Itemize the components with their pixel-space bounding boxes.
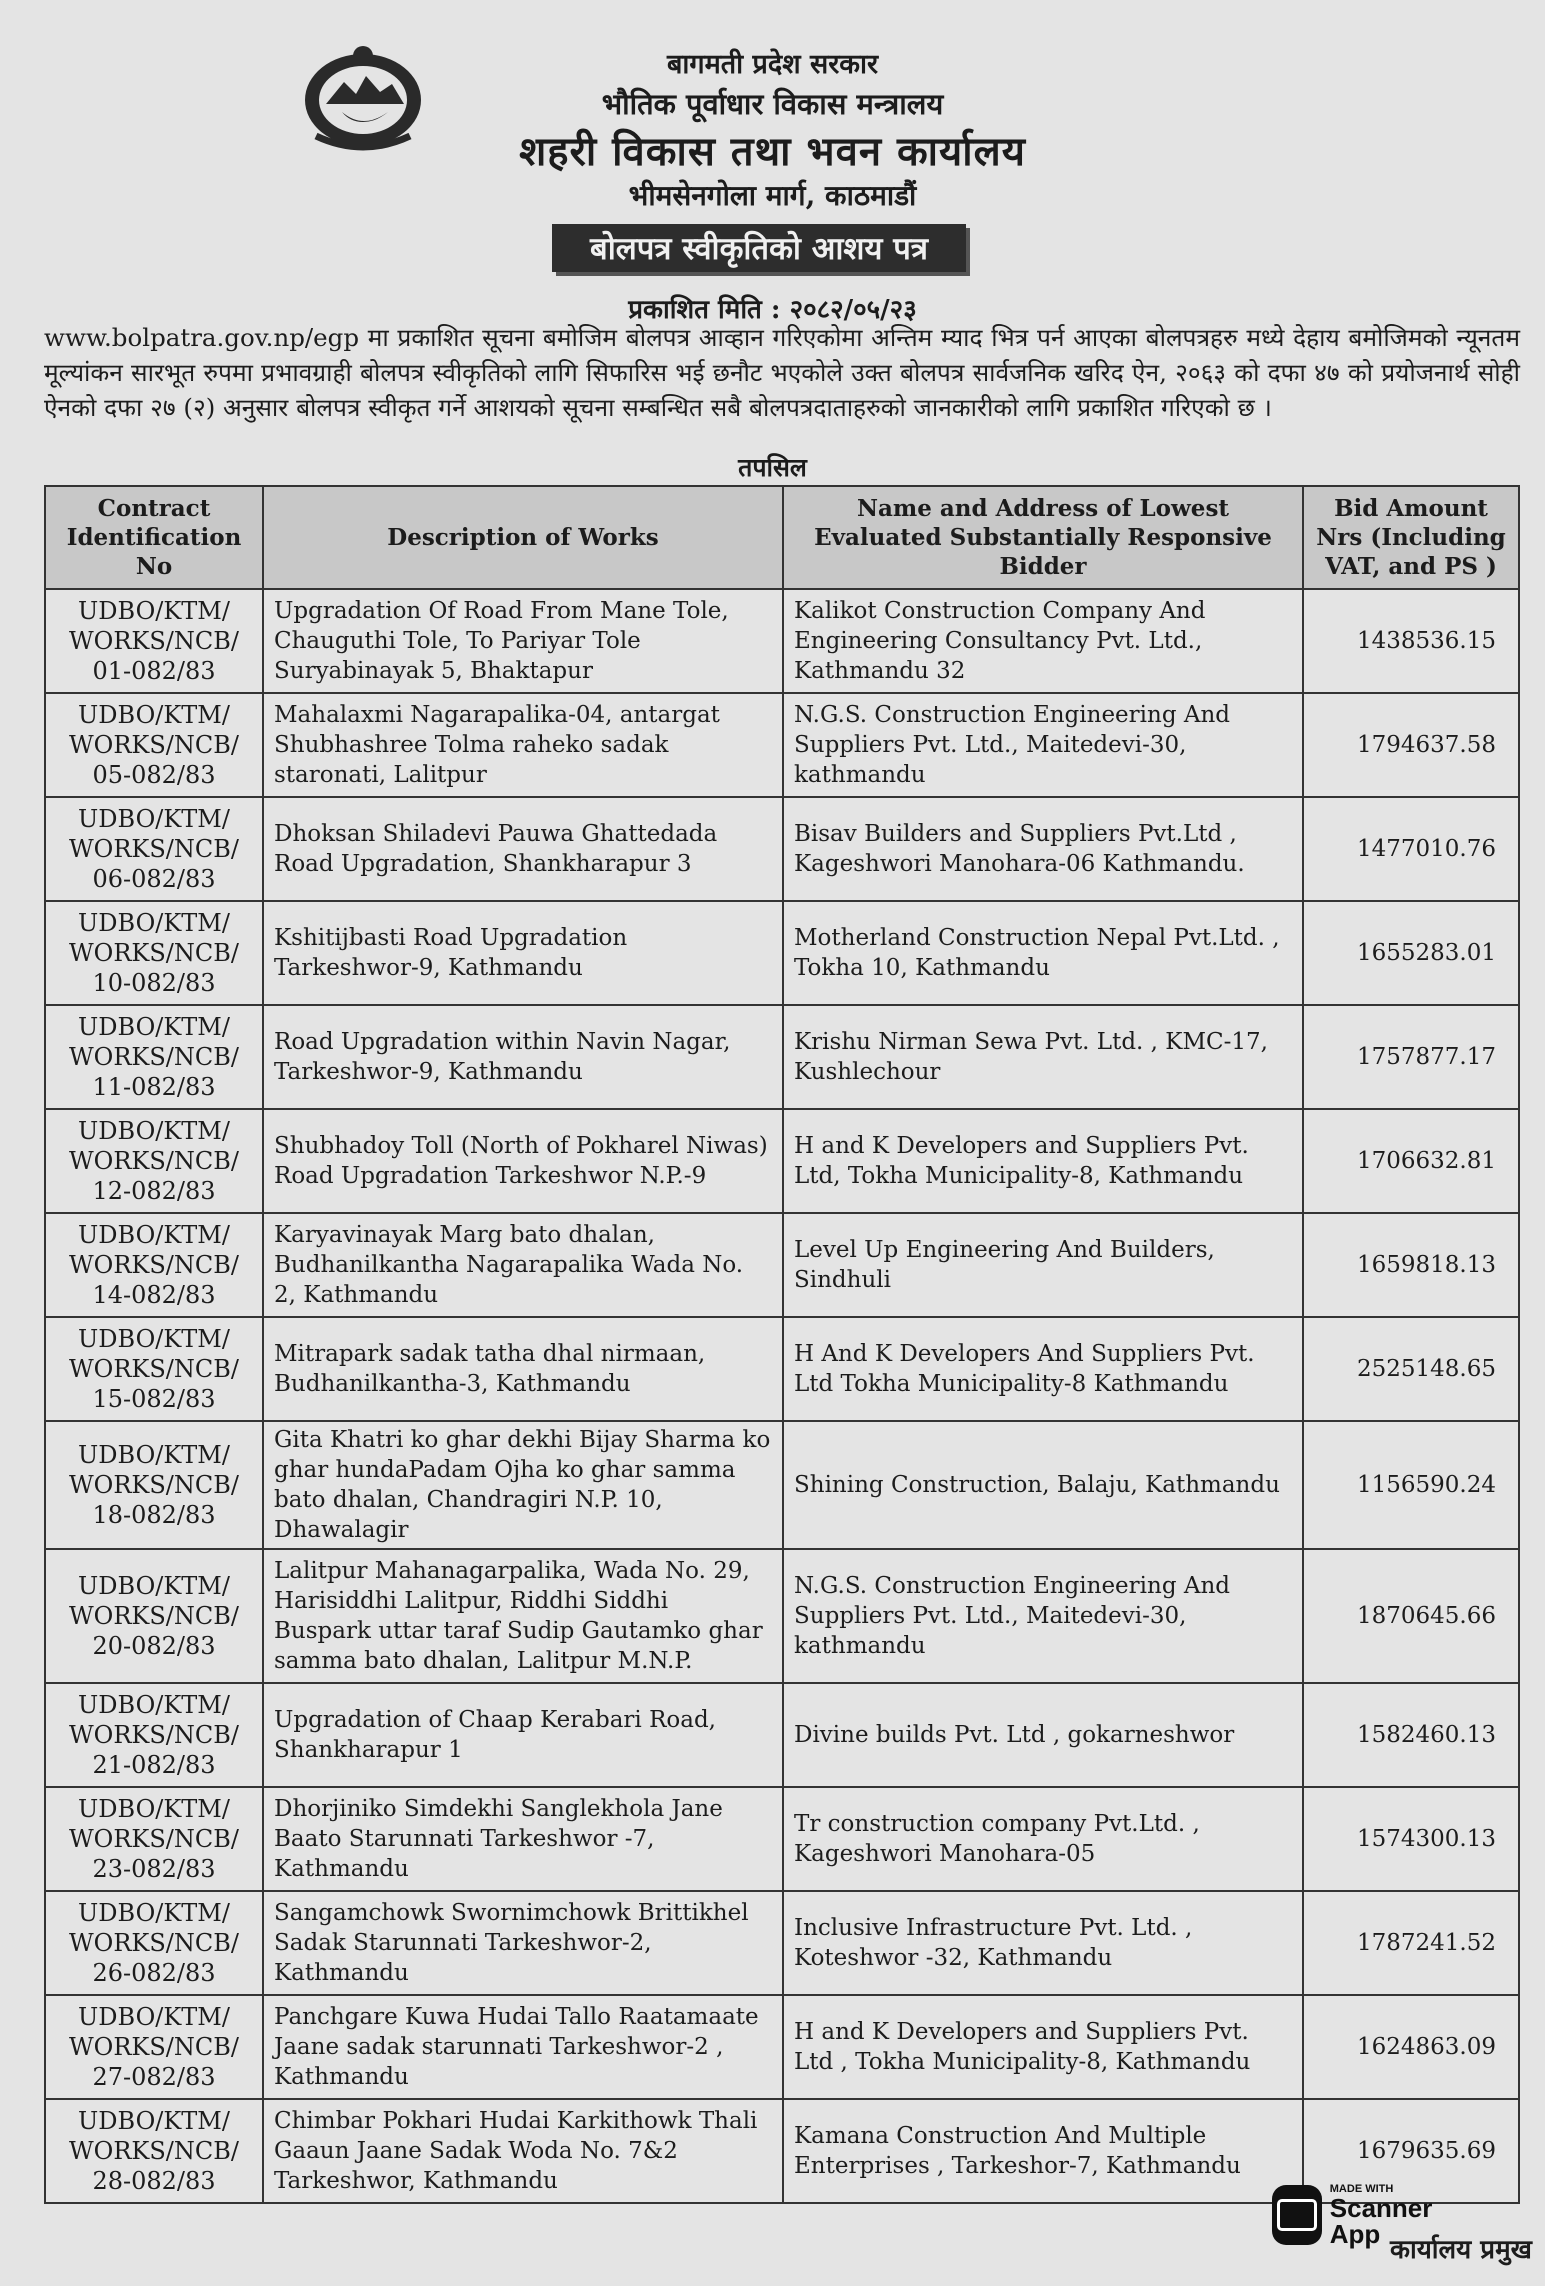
- work-description: Dhoksan Shiladevi Pauwa Ghattedada Road Upgradation, Shankharapur 3: [263, 797, 783, 901]
- bidder-name: Divine builds Pvt. Ltd , gokarneshwor: [783, 1683, 1303, 1787]
- table-row: [45, 1683, 1519, 1787]
- contract-id: UDBO/KTM/ WORKS/NCB/ 27-082/83: [45, 1995, 263, 2099]
- work-description: Gita Khatri ko ghar dekhi Bijay Sharma ko ghar hundaPadam Ojha ko ghar samma bato dhalan, Chandragiri N.P. 10, Dhawalagir: [263, 1421, 783, 1549]
- work-description: Road Upgradation within Navin Nagar, Tarkeshwor-9, Kathmandu: [263, 1005, 783, 1109]
- bid-amount: 1624863.09: [1303, 1995, 1519, 2099]
- bidder-name: Inclusive Infrastructure Pvt. Ltd. , Koteshwor -32, Kathmandu: [783, 1891, 1303, 1995]
- bidder-name: Kamana Construction And Multiple Enterprises , Tarkeshor-7, Kathmandu: [783, 2099, 1303, 2203]
- bid-amount: 1659818.13: [1303, 1213, 1519, 1317]
- work-description: Mahalaxmi Nagarapalika-04, antargat Shubhashree Tolma raheko sadak staronati, Lalitpur: [263, 693, 783, 797]
- contract-id: UDBO/KTM/ WORKS/NCB/ 20-082/83: [45, 1549, 263, 1683]
- table-row: [45, 901, 1519, 1005]
- table-header-row: [45, 486, 1519, 589]
- watermark-line1: MADE WITH: [1329, 2182, 1394, 2195]
- work-description: Panchgare Kuwa Hudai Tallo Raatamaate Jaane sadak starunnati Tarkeshwor-2 , Kathmandu: [263, 1995, 783, 2099]
- work-description: Sangamchowk Swornimchowk Brittikhel Sadak Starunnati Tarkeshwor-2, Kathmandu: [263, 1891, 783, 1995]
- bidder-name: H and K Developers and Suppliers Pvt. Ltd , Tokha Municipality-8, Kathmandu: [783, 1995, 1303, 2099]
- schedule-heading: तपसिल: [738, 453, 807, 482]
- table-row: [45, 1421, 1519, 1549]
- watermark-line2: Scanner App: [1329, 2192, 1433, 2249]
- bid-amount: 1787241.52: [1303, 1891, 1519, 1995]
- bid-table: [44, 485, 1520, 2204]
- intro-paragraph: www.bolpatra.gov.np/egp मा प्रकाशित सूचना बमोजिम बोलपत्र आव्हान गरिएकोमा अन्तिम म्याद भित्र पर्न आएका बोलपत्रहरु मध्ये देहाय बमोजिमको न्यूनतम मूल्यांकन सारभूत रुपमा प्रभावग्राही बोलपत्र स्वीकृतिको लागि सिफारिस भई छनौट भएकोले उक्त बोलपत्र सार्वजनिक खरिद ऐन, २०६३ को दफा ४७ को प्रयोजनार्थ सोही ऐनको दफा २७ (२) अनुसार बोलपत्र स्वीकृत गर्ने आशयको सूचना सम्बन्धित सबै बोलपत्रदाताहरुको जानकारीको लागि प्रकाशित गरिएको छ ।: [44, 323, 1520, 422]
- header-bidder: Name and Address of Lowest Evaluated Substantially Responsive Bidder: [783, 486, 1303, 589]
- table-row: [45, 589, 1519, 693]
- contract-id: UDBO/KTM/ WORKS/NCB/ 10-082/83: [45, 901, 263, 1005]
- table-row: [45, 1891, 1519, 1995]
- bidder-name: H And K Developers And Suppliers Pvt. Ltd Tokha Municipality-8 Kathmandu: [783, 1317, 1303, 1421]
- signatory-title: कार्यालय प्रमुख: [1390, 2235, 1532, 2265]
- bid-amount: 1655283.01: [1303, 901, 1519, 1005]
- work-description: Upgradation Of Road From Mane Tole, Chauguthi Tole, To Pariyar Tole Suryabinayak 5, Bhaktapur: [263, 589, 783, 693]
- bidder-name: Krishu Nirman Sewa Pvt. Ltd. , KMC-17, Kushlechour: [783, 1005, 1303, 1109]
- bidder-name: Shining Construction, Balaju, Kathmandu: [783, 1421, 1303, 1549]
- scanner-app-icon: [1272, 2185, 1322, 2245]
- table-row: [45, 1549, 1519, 1683]
- published-date: प्रकाशित मिति : २०८२/०५/२३: [628, 295, 917, 325]
- ministry-title: भौतिक पूर्वाधार विकास मन्त्रालय: [601, 87, 944, 121]
- notice-banner: बोलपत्र स्वीकृतिको आशय पत्र: [552, 224, 966, 272]
- bidder-name: Level Up Engineering And Builders, Sindhuli: [783, 1213, 1303, 1317]
- bidder-name: H and K Developers and Suppliers Pvt. Ltd, Tokha Municipality-8, Kathmandu: [783, 1109, 1303, 1213]
- table-row: [45, 1317, 1519, 1421]
- bid-amount: 2525148.65: [1303, 1317, 1519, 1421]
- contract-id: UDBO/KTM/ WORKS/NCB/ 01-082/83: [45, 589, 263, 693]
- header-bid-amount: Bid Amount Nrs (Including VAT, and PS ): [1303, 486, 1519, 589]
- table-row: [45, 1213, 1519, 1317]
- table-row: [45, 1995, 1519, 2099]
- bid-amount: 1706632.81: [1303, 1109, 1519, 1213]
- contract-id: UDBO/KTM/ WORKS/NCB/ 06-082/83: [45, 797, 263, 901]
- bidder-name: N.G.S. Construction Engineering And Suppliers Pvt. Ltd., Maitedevi-30, kathmandu: [783, 693, 1303, 797]
- contract-id: UDBO/KTM/ WORKS/NCB/ 12-082/83: [45, 1109, 263, 1213]
- contract-id: UDBO/KTM/ WORKS/NCB/ 21-082/83: [45, 1683, 263, 1787]
- work-description: Upgradation of Chaap Kerabari Road, Shankharapur 1: [263, 1683, 783, 1787]
- work-description: Lalitpur Mahanagarpalika, Wada No. 29, Harisiddhi Lalitpur, Riddhi Siddhi Buspark uttar taraf Sudip Gautamko ghar samma bato dhalan, Lalitpur M.N.P.: [263, 1549, 783, 1683]
- bid-amount: 1679635.69: [1303, 2099, 1519, 2203]
- bid-amount: 1438536.15: [1303, 589, 1519, 693]
- bid-amount: 1156590.24: [1303, 1421, 1519, 1549]
- work-description: Dhorjiniko Simdekhi Sanglekhola Jane Baato Starunnati Tarkeshwor -7, Kathmandu: [263, 1787, 783, 1891]
- contract-id: UDBO/KTM/ WORKS/NCB/ 14-082/83: [45, 1213, 263, 1317]
- work-description: Mitrapark sadak tatha dhal nirmaan, Budhanilkantha-3, Kathmandu: [263, 1317, 783, 1421]
- work-description: Shubhadoy Toll (North of Pokharel Niwas) Road Upgradation Tarkeshwor N.P.-9: [263, 1109, 783, 1213]
- table-row: [45, 693, 1519, 797]
- bid-amount: 1477010.76: [1303, 797, 1519, 901]
- office-address: भीमसेनगोला मार्ग, काठमाडौं: [628, 179, 917, 212]
- contract-id: UDBO/KTM/ WORKS/NCB/ 05-082/83: [45, 693, 263, 797]
- table-row: [45, 1109, 1519, 1213]
- contract-id: UDBO/KTM/ WORKS/NCB/ 15-082/83: [45, 1317, 263, 1421]
- bid-amount: 1574300.13: [1303, 1787, 1519, 1891]
- contract-id: UDBO/KTM/ WORKS/NCB/ 26-082/83: [45, 1891, 263, 1995]
- work-description: Kshitijbasti Road Upgradation Tarkeshwor-9, Kathmandu: [263, 901, 783, 1005]
- bidder-name: Motherland Construction Nepal Pvt.Ltd. , Tokha 10, Kathmandu: [783, 901, 1303, 1005]
- gov-title: बागमती प्रदेश सरकार: [666, 49, 879, 80]
- bid-amount: 1757877.17: [1303, 1005, 1519, 1109]
- table-row: [45, 1005, 1519, 1109]
- office-title: शहरी विकास तथा भवन कार्यालय: [519, 128, 1026, 175]
- contract-id: UDBO/KTM/ WORKS/NCB/ 28-082/83: [45, 2099, 263, 2203]
- header-contract-id: Contract Identification No: [45, 486, 263, 589]
- bid-amount: 1794637.58: [1303, 693, 1519, 797]
- bidder-name: Kalikot Construction Company And Engineering Consultancy Pvt. Ltd., Kathmandu 32: [783, 589, 1303, 693]
- bidder-name: Bisav Builders and Suppliers Pvt.Ltd , Kageshwori Manohara-06 Kathmandu.: [783, 797, 1303, 901]
- contract-id: UDBO/KTM/ WORKS/NCB/ 18-082/83: [45, 1421, 263, 1549]
- contract-id: UDBO/KTM/ WORKS/NCB/ 23-082/83: [45, 1787, 263, 1891]
- bidder-name: Tr construction company Pvt.Ltd. , Kageshwori Manohara-05: [783, 1787, 1303, 1891]
- work-description: Chimbar Pokhari Hudai Karkithowk Thali Gaaun Jaane Sadak Woda No. 7&2 Tarkeshwor, Kathmandu: [263, 2099, 783, 2203]
- table-row: [45, 1787, 1519, 1891]
- bidder-name: N.G.S. Construction Engineering And Suppliers Pvt. Ltd., Maitedevi-30, kathmandu: [783, 1549, 1303, 1683]
- bid-amount: 1582460.13: [1303, 1683, 1519, 1787]
- header-description: Description of Works: [263, 486, 783, 589]
- bid-amount: 1870645.66: [1303, 1549, 1519, 1683]
- work-description: Karyavinayak Marg bato dhalan, Budhanilkantha Nagarapalika Wada No. 2, Kathmandu: [263, 1213, 783, 1317]
- table-row: [45, 797, 1519, 901]
- contract-id: UDBO/KTM/ WORKS/NCB/ 11-082/83: [45, 1005, 263, 1109]
